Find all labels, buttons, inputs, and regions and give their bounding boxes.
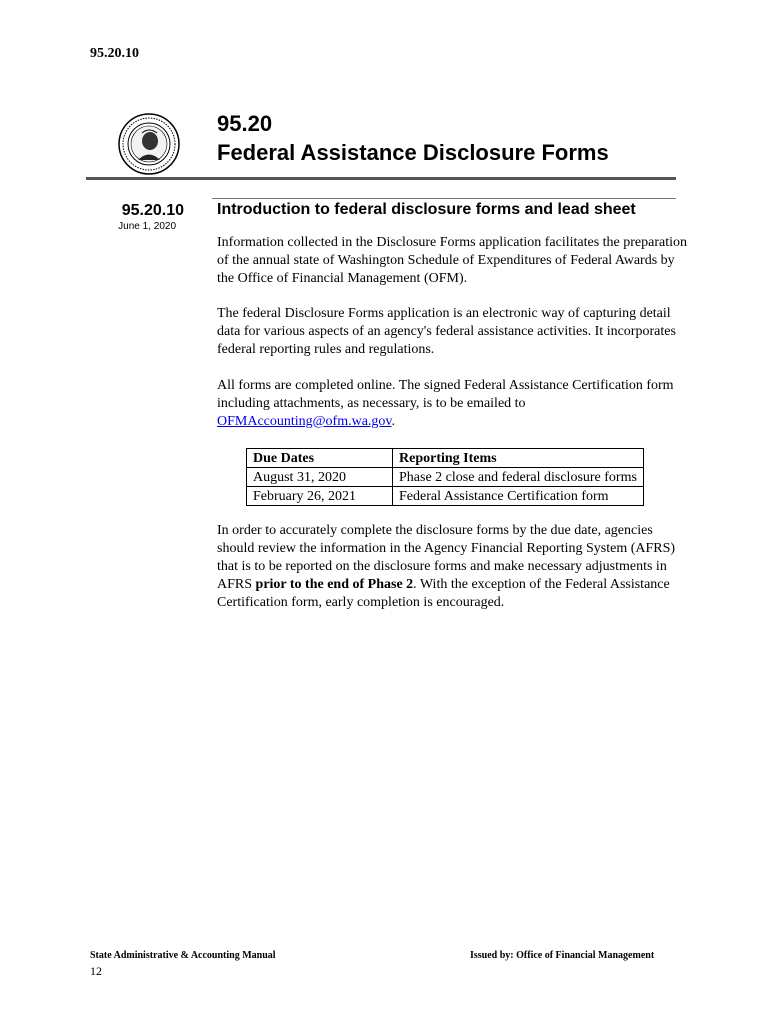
paragraph-afrs-text: In order to accurately complete the disclosure forms by the due date, agencies should review the information in the Agency Financial Reporting System (AFRS) that is to be reported on the disclosure forms and make necessary adjustments in AFRS <box>217 523 676 592</box>
due-dates-table <box>246 448 644 506</box>
footer-issuer: Issued by: Office of Financial Management <box>470 950 655 961</box>
chapter-title: Federal Assistance Disclosure Forms <box>217 140 609 165</box>
header-section-code: 95.20.10 <box>90 46 139 61</box>
table-row <box>247 468 644 487</box>
washington-state-seal-icon <box>118 113 180 175</box>
section-title: Introduction to federal disclosure forms and lead sheet <box>217 201 636 218</box>
section-divider <box>212 198 676 199</box>
paragraph-afrs-emphasis: prior to the end of Phase 2 <box>255 577 414 592</box>
table-header-row <box>247 449 644 468</box>
paragraph-online-forms-text: All forms are completed online. The signed Federal Assistance Certification form including attachments, as necessary, is to be emailed to <box>217 378 674 411</box>
section-number: 95.20.10 <box>121 202 184 219</box>
chapter-divider <box>86 177 676 180</box>
table-cell-reporting-item: Federal Assistance Certification form <box>393 487 644 506</box>
paragraph-application: The federal Disclosure Forms application is an electronic way of capturing detail data for various aspects of an agency's federal assistance activities. It incorporates federal reporting rules and regulations. <box>217 306 676 357</box>
paragraph-intro: Information collected in the Disclosure Forms application facilitates the preparation of the annual state of Washington Schedule of Expenditures of Federal Awards by the Office of Financial Management (OFM). <box>217 235 688 286</box>
table-cell-due-date: February 26, 2021 <box>247 487 393 506</box>
table-header-due-dates: Due Dates <box>247 449 393 468</box>
footer-manual-title: State Administrative & Accounting Manual <box>90 950 276 961</box>
table-row <box>247 487 644 506</box>
table-cell-due-date: August 31, 2020 <box>247 468 393 487</box>
paragraph-online-forms <box>217 377 687 431</box>
section-date: June 1, 2020 <box>118 221 176 232</box>
chapter-number: 95.20 <box>217 111 273 136</box>
paragraph-afrs <box>217 522 687 612</box>
table-header-reporting-items: Reporting Items <box>393 449 644 468</box>
paragraph-online-forms-end: . <box>391 414 396 429</box>
email-link[interactable]: OFMAccounting@ofm.wa.gov <box>217 414 392 429</box>
page-number: 12 <box>90 964 102 978</box>
table-cell-reporting-item: Phase 2 close and federal disclosure forms <box>393 468 644 487</box>
paragraph-afrs-end: . With the exception of the Federal Assistance Certification form, early completion is encouraged. <box>217 577 670 610</box>
